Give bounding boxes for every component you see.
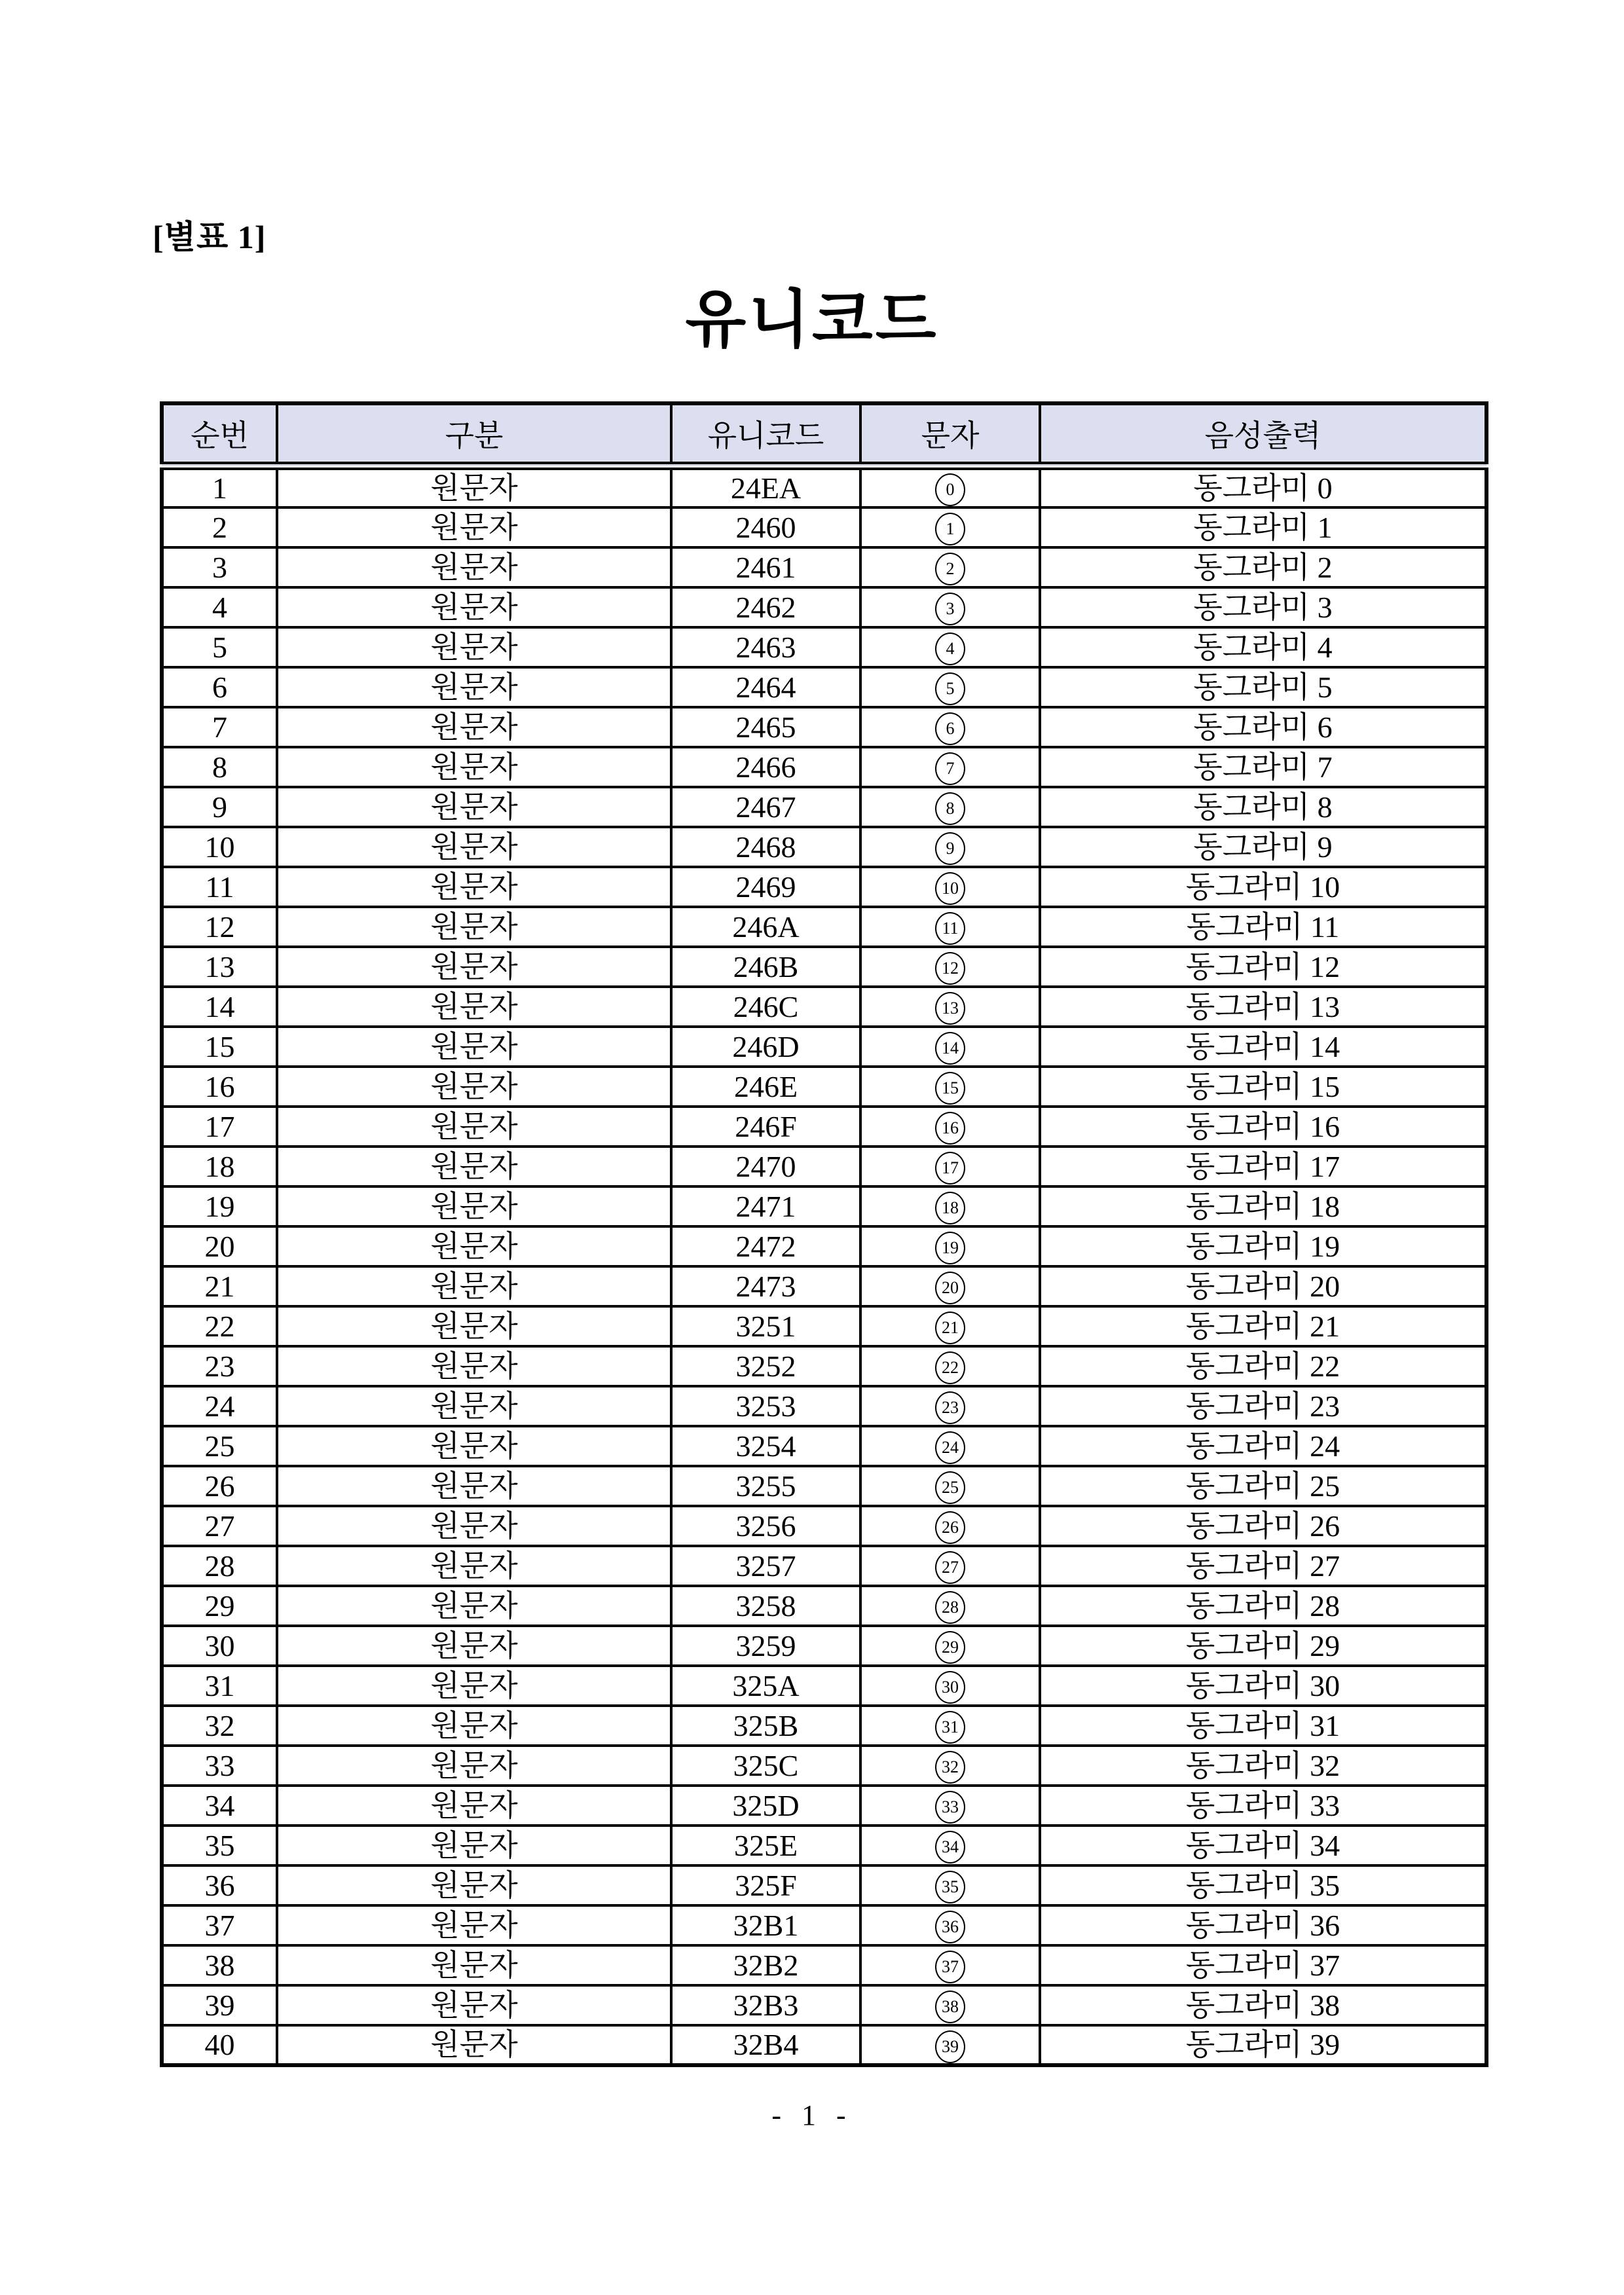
cell-speech: 동그라미 36 <box>1040 1905 1486 1945</box>
cell-unicode: 2469 <box>671 867 860 907</box>
cell-category: 원문자 <box>277 1186 671 1226</box>
circled-number: 28 <box>935 1591 965 1624</box>
cell-speech: 동그라미 13 <box>1040 987 1486 1027</box>
cell-category: 원문자 <box>277 1306 671 1346</box>
cell-category: 원문자 <box>277 1666 671 1706</box>
circled-number: 30 <box>935 1671 965 1704</box>
circled-number: 23 <box>935 1391 965 1424</box>
cell-speech: 동그라미 11 <box>1040 907 1486 947</box>
cell-unicode: 2464 <box>671 667 860 707</box>
circled-number: 15 <box>935 1072 965 1105</box>
cell-category: 원문자 <box>277 707 671 747</box>
cell-unicode: 2462 <box>671 587 860 627</box>
cell-speech: 동그라미 23 <box>1040 1386 1486 1426</box>
cell-char <box>860 547 1040 587</box>
table-row <box>162 1346 1486 1386</box>
cell-unicode: 2460 <box>671 507 860 547</box>
cell-unicode: 325A <box>671 1666 860 1706</box>
cell-unicode: 3259 <box>671 1626 860 1666</box>
cell-speech: 동그라미 12 <box>1040 947 1486 987</box>
cell-char <box>860 1626 1040 1666</box>
col-header-category: 구분 <box>277 403 671 466</box>
cell-char <box>860 1027 1040 1067</box>
cell-speech: 동그라미 9 <box>1040 827 1486 867</box>
circled-number: 13 <box>935 992 965 1025</box>
cell-speech: 동그라미 15 <box>1040 1067 1486 1107</box>
cell-speech: 동그라미 37 <box>1040 1945 1486 1985</box>
table-row <box>162 787 1486 827</box>
cell-char <box>860 466 1040 508</box>
circled-number: 35 <box>935 1871 965 1903</box>
cell-speech: 동그라미 28 <box>1040 1586 1486 1626</box>
cell-char <box>860 1666 1040 1706</box>
table-row <box>162 1226 1486 1266</box>
cell-speech: 동그라미 4 <box>1040 627 1486 667</box>
cell-char <box>860 1985 1040 2025</box>
cell-no: 33 <box>162 1746 277 1786</box>
cell-category: 원문자 <box>277 987 671 1027</box>
cell-char <box>860 827 1040 867</box>
cell-unicode: 3256 <box>671 1506 860 1546</box>
circled-number: 1 <box>935 513 965 545</box>
cell-unicode: 2471 <box>671 1186 860 1226</box>
cell-char <box>860 1147 1040 1186</box>
table-body <box>162 466 1486 2066</box>
table-row <box>162 1786 1486 1826</box>
cell-category: 원문자 <box>277 466 671 508</box>
table-row <box>162 1546 1486 1586</box>
cell-unicode: 3253 <box>671 1386 860 1426</box>
cell-unicode: 2473 <box>671 1266 860 1306</box>
cell-speech: 동그라미 20 <box>1040 1266 1486 1306</box>
circled-number: 24 <box>935 1431 965 1464</box>
circled-number: 8 <box>935 792 965 825</box>
cell-char <box>860 1746 1040 1786</box>
cell-category: 원문자 <box>277 2025 671 2065</box>
cell-speech: 동그라미 27 <box>1040 1546 1486 1586</box>
circled-number: 33 <box>935 1791 965 1824</box>
cell-unicode: 2461 <box>671 547 860 587</box>
cell-unicode: 2470 <box>671 1147 860 1186</box>
table-row <box>162 1586 1486 1626</box>
circled-number: 17 <box>935 1152 965 1184</box>
cell-char <box>860 1346 1040 1386</box>
cell-category: 원문자 <box>277 587 671 627</box>
cell-speech: 동그라미 10 <box>1040 867 1486 907</box>
circled-number: 32 <box>935 1751 965 1784</box>
circled-number: 29 <box>935 1631 965 1664</box>
cell-char <box>860 1107 1040 1147</box>
cell-char <box>860 1506 1040 1546</box>
cell-category: 원문자 <box>277 787 671 827</box>
col-header-no: 순번 <box>162 403 277 466</box>
cell-no: 39 <box>162 1985 277 2025</box>
cell-unicode: 32B2 <box>671 1945 860 1985</box>
cell-category: 원문자 <box>277 1426 671 1466</box>
cell-unicode: 2465 <box>671 707 860 747</box>
cell-unicode: 325C <box>671 1746 860 1786</box>
cell-char <box>860 1945 1040 1985</box>
table-row <box>162 747 1486 787</box>
table-row <box>162 1147 1486 1186</box>
cell-char <box>860 2025 1040 2065</box>
cell-char <box>860 707 1040 747</box>
circled-number: 3 <box>935 593 965 625</box>
cell-category: 원문자 <box>277 1266 671 1306</box>
circled-number: 9 <box>935 832 965 865</box>
circled-number: 2 <box>935 553 965 585</box>
circled-number: 14 <box>935 1032 965 1065</box>
cell-unicode: 2472 <box>671 1226 860 1266</box>
table-row <box>162 1067 1486 1107</box>
cell-unicode: 24EA <box>671 466 860 508</box>
circled-number: 25 <box>935 1471 965 1504</box>
circled-number: 39 <box>935 2030 965 2063</box>
circled-number: 20 <box>935 1272 965 1304</box>
cell-no: 7 <box>162 707 277 747</box>
cell-unicode: 3251 <box>671 1306 860 1346</box>
cell-category: 원문자 <box>277 827 671 867</box>
circled-number: 18 <box>935 1192 965 1224</box>
cell-category: 원문자 <box>277 1466 671 1506</box>
cell-category: 원문자 <box>277 947 671 987</box>
cell-char <box>860 1426 1040 1466</box>
cell-unicode: 2463 <box>671 627 860 667</box>
cell-category: 원문자 <box>277 507 671 547</box>
cell-category: 원문자 <box>277 1107 671 1147</box>
cell-category: 원문자 <box>277 1706 671 1746</box>
page-number: - 1 - <box>771 2099 853 2131</box>
cell-unicode: 325D <box>671 1786 860 1826</box>
cell-speech: 동그라미 0 <box>1040 466 1486 508</box>
circled-number: 38 <box>935 1991 965 2023</box>
circled-number: 10 <box>935 872 965 905</box>
cell-char <box>860 1306 1040 1346</box>
table-row <box>162 867 1486 907</box>
cell-char <box>860 1706 1040 1746</box>
table-row <box>162 1945 1486 1985</box>
cell-no: 32 <box>162 1706 277 1746</box>
cell-no: 12 <box>162 907 277 947</box>
cell-no: 16 <box>162 1067 277 1107</box>
cell-unicode: 32B1 <box>671 1905 860 1945</box>
cell-speech: 동그라미 5 <box>1040 667 1486 707</box>
cell-char <box>860 667 1040 707</box>
cell-no: 13 <box>162 947 277 987</box>
cell-unicode: 325F <box>671 1865 860 1905</box>
table-row <box>162 907 1486 947</box>
cell-speech: 동그라미 1 <box>1040 507 1486 547</box>
table-row <box>162 1985 1486 2025</box>
cell-unicode: 2468 <box>671 827 860 867</box>
cell-no: 3 <box>162 547 277 587</box>
cell-no: 36 <box>162 1865 277 1905</box>
cell-speech: 동그라미 35 <box>1040 1865 1486 1905</box>
circled-number: 36 <box>935 1911 965 1943</box>
table-row <box>162 987 1486 1027</box>
cell-category: 원문자 <box>277 1386 671 1426</box>
cell-no: 29 <box>162 1586 277 1626</box>
table-row <box>162 507 1486 547</box>
table-row <box>162 1746 1486 1786</box>
cell-char <box>860 867 1040 907</box>
cell-category: 원문자 <box>277 1786 671 1826</box>
circled-number: 22 <box>935 1351 965 1384</box>
cell-char <box>860 1586 1040 1626</box>
cell-category: 원문자 <box>277 1506 671 1546</box>
cell-unicode: 3258 <box>671 1586 860 1626</box>
cell-category: 원문자 <box>277 1027 671 1067</box>
cell-no: 34 <box>162 1786 277 1826</box>
cell-speech: 동그라미 21 <box>1040 1306 1486 1346</box>
cell-unicode: 32B4 <box>671 2025 860 2065</box>
cell-no: 35 <box>162 1826 277 1865</box>
table-row <box>162 1306 1486 1346</box>
cell-no: 21 <box>162 1266 277 1306</box>
table-row <box>162 667 1486 707</box>
cell-no: 18 <box>162 1147 277 1186</box>
cell-unicode: 3254 <box>671 1426 860 1466</box>
table-row <box>162 707 1486 747</box>
table-row <box>162 1386 1486 1426</box>
cell-category: 원문자 <box>277 1905 671 1945</box>
cell-no: 1 <box>162 466 277 508</box>
cell-char <box>860 1186 1040 1226</box>
cell-char <box>860 787 1040 827</box>
cell-category: 원문자 <box>277 1147 671 1186</box>
table-row <box>162 466 1486 508</box>
cell-char <box>860 1226 1040 1266</box>
cell-unicode: 246B <box>671 947 860 987</box>
cell-no: 9 <box>162 787 277 827</box>
cell-char <box>860 1466 1040 1506</box>
cell-no: 11 <box>162 867 277 907</box>
cell-speech: 동그라미 33 <box>1040 1786 1486 1826</box>
cell-category: 원문자 <box>277 1346 671 1386</box>
table-row <box>162 1027 1486 1067</box>
circled-number: 12 <box>935 952 965 985</box>
table-row <box>162 1107 1486 1147</box>
col-header-speech: 음성출력 <box>1040 403 1486 466</box>
table-row <box>162 627 1486 667</box>
cell-speech: 동그라미 38 <box>1040 1985 1486 2025</box>
cell-category: 원문자 <box>277 627 671 667</box>
cell-char <box>860 907 1040 947</box>
cell-unicode: 246D <box>671 1027 860 1067</box>
table-row <box>162 1826 1486 1865</box>
cell-category: 원문자 <box>277 747 671 787</box>
cell-char <box>860 1546 1040 1586</box>
cell-unicode: 2467 <box>671 787 860 827</box>
cell-category: 원문자 <box>277 867 671 907</box>
cell-char <box>860 1266 1040 1306</box>
table-row <box>162 1466 1486 1506</box>
cell-category: 원문자 <box>277 1865 671 1905</box>
cell-speech: 동그라미 6 <box>1040 707 1486 747</box>
circled-number: 34 <box>935 1831 965 1864</box>
cell-char <box>860 947 1040 987</box>
cell-char <box>860 1386 1040 1426</box>
page-title: 유니코드 <box>685 285 939 355</box>
circled-number: 27 <box>935 1551 965 1584</box>
cell-no: 20 <box>162 1226 277 1266</box>
table-row <box>162 1706 1486 1746</box>
circled-number: 4 <box>935 633 965 665</box>
table-row <box>162 1865 1486 1905</box>
col-header-char: 문자 <box>860 403 1040 466</box>
circled-number: 21 <box>935 1312 965 1344</box>
cell-no: 23 <box>162 1346 277 1386</box>
cell-category: 원문자 <box>277 1945 671 1985</box>
cell-category: 원문자 <box>277 907 671 947</box>
cell-no: 38 <box>162 1945 277 1985</box>
table-header <box>162 403 1486 466</box>
cell-speech: 동그라미 31 <box>1040 1706 1486 1746</box>
cell-no: 40 <box>162 2025 277 2065</box>
cell-no: 30 <box>162 1626 277 1666</box>
cell-unicode: 2466 <box>671 747 860 787</box>
header-row <box>162 403 1486 466</box>
cell-speech: 동그라미 25 <box>1040 1466 1486 1506</box>
cell-speech: 동그라미 34 <box>1040 1826 1486 1865</box>
col-header-unicode: 유니코드 <box>671 403 860 466</box>
circled-number: 26 <box>935 1511 965 1544</box>
cell-speech: 동그라미 26 <box>1040 1506 1486 1546</box>
circled-number: 37 <box>935 1951 965 1983</box>
cell-speech: 동그라미 39 <box>1040 2025 1486 2065</box>
table-row <box>162 1426 1486 1466</box>
cell-no: 10 <box>162 827 277 867</box>
cell-no: 8 <box>162 747 277 787</box>
circled-number: 31 <box>935 1711 965 1744</box>
cell-speech: 동그라미 30 <box>1040 1666 1486 1706</box>
cell-category: 원문자 <box>277 1226 671 1266</box>
circled-number: 16 <box>935 1112 965 1145</box>
cell-speech: 동그라미 14 <box>1040 1027 1486 1067</box>
cell-no: 2 <box>162 507 277 547</box>
cell-speech: 동그라미 8 <box>1040 787 1486 827</box>
cell-no: 25 <box>162 1426 277 1466</box>
circled-number: 0 <box>935 473 965 506</box>
cell-no: 37 <box>162 1905 277 1945</box>
cell-category: 원문자 <box>277 1626 671 1666</box>
cell-category: 원문자 <box>277 1746 671 1786</box>
circled-number: 6 <box>935 712 965 745</box>
cell-char <box>860 1865 1040 1905</box>
cell-no: 15 <box>162 1027 277 1067</box>
cell-char <box>860 1786 1040 1826</box>
cell-unicode: 3252 <box>671 1346 860 1386</box>
cell-unicode: 325B <box>671 1706 860 1746</box>
cell-category: 원문자 <box>277 547 671 587</box>
cell-unicode: 325E <box>671 1826 860 1865</box>
circled-number: 5 <box>935 672 965 705</box>
cell-category: 원문자 <box>277 1826 671 1865</box>
table-row <box>162 1626 1486 1666</box>
cell-no: 22 <box>162 1306 277 1346</box>
cell-unicode: 32B3 <box>671 1985 860 2025</box>
cell-speech: 동그라미 32 <box>1040 1746 1486 1786</box>
cell-no: 19 <box>162 1186 277 1226</box>
cell-char <box>860 747 1040 787</box>
cell-char <box>860 627 1040 667</box>
table-row <box>162 1186 1486 1226</box>
table-row <box>162 827 1486 867</box>
cell-unicode: 3257 <box>671 1546 860 1586</box>
cell-speech: 동그라미 18 <box>1040 1186 1486 1226</box>
cell-category: 원문자 <box>277 1985 671 2025</box>
cell-speech: 동그라미 17 <box>1040 1147 1486 1186</box>
annex-label: [별표 1] <box>153 219 267 255</box>
cell-speech: 동그라미 22 <box>1040 1346 1486 1386</box>
cell-no: 26 <box>162 1466 277 1506</box>
cell-char <box>860 987 1040 1027</box>
cell-unicode: 246F <box>671 1107 860 1147</box>
cell-unicode: 3255 <box>671 1466 860 1506</box>
cell-speech: 동그라미 2 <box>1040 547 1486 587</box>
cell-category: 원문자 <box>277 1546 671 1586</box>
table-row <box>162 947 1486 987</box>
table-row <box>162 1266 1486 1306</box>
cell-char <box>860 1826 1040 1865</box>
cell-speech: 동그라미 16 <box>1040 1107 1486 1147</box>
circled-number: 7 <box>935 752 965 785</box>
cell-no: 14 <box>162 987 277 1027</box>
cell-speech: 동그라미 7 <box>1040 747 1486 787</box>
cell-char <box>860 1067 1040 1107</box>
cell-char <box>860 587 1040 627</box>
cell-no: 17 <box>162 1107 277 1147</box>
cell-no: 4 <box>162 587 277 627</box>
cell-speech: 동그라미 29 <box>1040 1626 1486 1666</box>
table-row <box>162 587 1486 627</box>
cell-no: 5 <box>162 627 277 667</box>
unicode-table <box>160 401 1488 2067</box>
table-row <box>162 1506 1486 1546</box>
cell-category: 원문자 <box>277 1067 671 1107</box>
cell-no: 27 <box>162 1506 277 1546</box>
cell-speech: 동그라미 19 <box>1040 1226 1486 1266</box>
cell-speech: 동그라미 24 <box>1040 1426 1486 1466</box>
cell-category: 원문자 <box>277 667 671 707</box>
cell-speech: 동그라미 3 <box>1040 587 1486 627</box>
table-row <box>162 1905 1486 1945</box>
cell-category: 원문자 <box>277 1586 671 1626</box>
cell-unicode: 246A <box>671 907 860 947</box>
cell-no: 6 <box>162 667 277 707</box>
cell-no: 24 <box>162 1386 277 1426</box>
cell-unicode: 246C <box>671 987 860 1027</box>
table-row <box>162 2025 1486 2065</box>
cell-no: 28 <box>162 1546 277 1586</box>
table-row <box>162 1666 1486 1706</box>
cell-char <box>860 1905 1040 1945</box>
cell-unicode: 246E <box>671 1067 860 1107</box>
cell-no: 31 <box>162 1666 277 1706</box>
cell-char <box>860 507 1040 547</box>
circled-number: 19 <box>935 1232 965 1264</box>
table-row <box>162 547 1486 587</box>
circled-number: 11 <box>935 912 965 945</box>
